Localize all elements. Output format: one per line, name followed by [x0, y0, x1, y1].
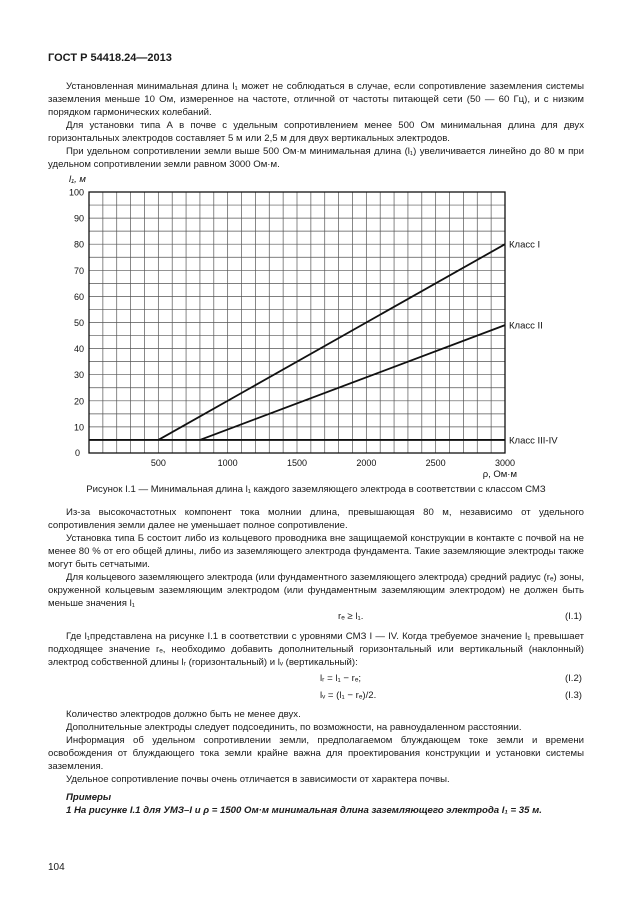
- examples-title: Примеры: [66, 792, 112, 803]
- x-axis-label: ρ, Ом·м: [482, 469, 517, 480]
- series-label-1: Класс I: [509, 239, 541, 251]
- y-tick-label: 80: [73, 239, 84, 250]
- equation-3: lᵥ = (l₁ − rₑ)/2.: [320, 690, 377, 701]
- equation-2: lᵣ = l₁ − rₑ;: [320, 673, 362, 684]
- example-item-1: 1 На рисунке I.1 для УМЗ–I и ρ = 1500 Ом·м минимальная длина заземляющего электрода l₁ = 35 м.: [66, 805, 542, 816]
- x-tick-label: 1000: [217, 458, 238, 468]
- x-tick-label: 500: [150, 458, 166, 468]
- chart-grid: [89, 192, 505, 453]
- origin-tick-label: 0: [74, 448, 80, 458]
- y-axis-label: l₁, м: [69, 174, 86, 185]
- x-tick-label: 2500: [425, 458, 446, 468]
- y-tick-label: 20: [73, 396, 84, 407]
- y-tick-label: 30: [73, 370, 84, 381]
- document-header: ГОСТ Р 54418.24—2013: [48, 52, 172, 64]
- intro-paragraph-3: При удельном сопротивлении земли выше 500 Ом·м минимальная длина (l₁) увеличивается линейно до 80 м при удельном сопротивлении земли равном 3000 Ом·м.: [48, 146, 584, 171]
- y-tick-label: 50: [73, 318, 84, 328]
- intro-paragraph-1: Установленная минимальная длина l₁ может не соблюдаться в случае, если сопротивление заземления системы заземления меньше 10 Ом, измеренное на частоте, отличной от частоты питающей сети (50 — 60 Гц), и с низким порядком гармонических колебаний.: [48, 81, 584, 119]
- x-tick-label: 3000: [494, 458, 516, 468]
- body-paragraph-3: Для кольцевого заземляющего электрода (или фундаментного заземляющего электрода) средний радиус (rₑ) зоны, окруженной кольцевым заземляющим электродом (или фундаментным заземляющим электродом) не должен быть меньше значения l₁: [48, 572, 584, 610]
- series-label-2: Класс II: [509, 320, 543, 332]
- y-tick-label: 60: [73, 291, 84, 302]
- body-paragraph-6: Дополнительные электроды следует подсоединить, по возможности, на равноудаленном расстоянии.: [66, 722, 522, 733]
- equation-2-number: (I.2): [564, 673, 582, 684]
- y-tick-label: 40: [73, 344, 84, 355]
- body-paragraph-1: Из-за высокочастотных компонент тока молнии длина, превышающая 80 м, независимо от удельного сопротивления земли далее не уменьшает полное сопротивление.: [48, 507, 584, 532]
- x-tick-label: 2000: [356, 458, 377, 468]
- intro-paragraph-2: Для установки типа А в почве с удельным сопротивлением менее 500 Ом минимальная длина для двух горизонтальных электродов составляет 5 м или 2,5 м для двух вертикальных электродов.: [48, 120, 584, 145]
- equation-3-number: (I.3): [564, 690, 582, 701]
- body-paragraph-4: Где l₁представлена на рисунке I.1 в соответствии с уровнями СМЗ I — IV. Когда требуемое значение l₁ превышает подходящее значение rₑ, необходимо добавить дополнительный горизонтальный или вертикальный (наклонный) электрод собственной длины lᵣ (горизонтальный) и lᵥ (вертикальный):: [48, 631, 584, 669]
- y-tick-label: 70: [73, 265, 84, 276]
- series-line-1: [158, 244, 505, 440]
- figure-caption: Рисунок I.1 — Минимальная длина l₁ каждого заземляющего электрода в соответствии с классом СМЗ: [86, 484, 546, 495]
- body-paragraph-2: Установка типа Б состоит либо из кольцевого проводника вне защищаемой конструкции в контакте с почвой на не менее 80 % от его общей длины, либо из заземляющего электрода фундамента. Такие заземляющие электроды также могут быть сетчатыми.: [48, 533, 584, 571]
- series-label-3: Класс III-IV: [509, 435, 558, 447]
- body-paragraph-8: Удельное сопротивление почвы очень отличается в зависимости от характера почвы.: [66, 774, 450, 785]
- chart-figure: [0, 165, 630, 485]
- equation-1: rₑ ≥ l₁.: [338, 611, 364, 622]
- y-tick-label: 100: [68, 187, 84, 198]
- page-number: 104: [48, 862, 65, 873]
- chart-labels: [69, 174, 558, 480]
- equation-1-number: (I.1): [564, 611, 582, 622]
- y-tick-label: 10: [73, 422, 84, 433]
- body-paragraph-5: Количество электродов должно быть не менее двух.: [66, 709, 301, 720]
- y-tick-label: 90: [73, 213, 84, 224]
- body-paragraph-7: Информация об удельном сопротивлении земли, предполагаемом блуждающем токе земли и времени освобождения от блуждающего тока земли крайне важна для проектирования конструкции и установки системы заземления.: [48, 735, 584, 773]
- x-tick-label: 1500: [286, 458, 308, 468]
